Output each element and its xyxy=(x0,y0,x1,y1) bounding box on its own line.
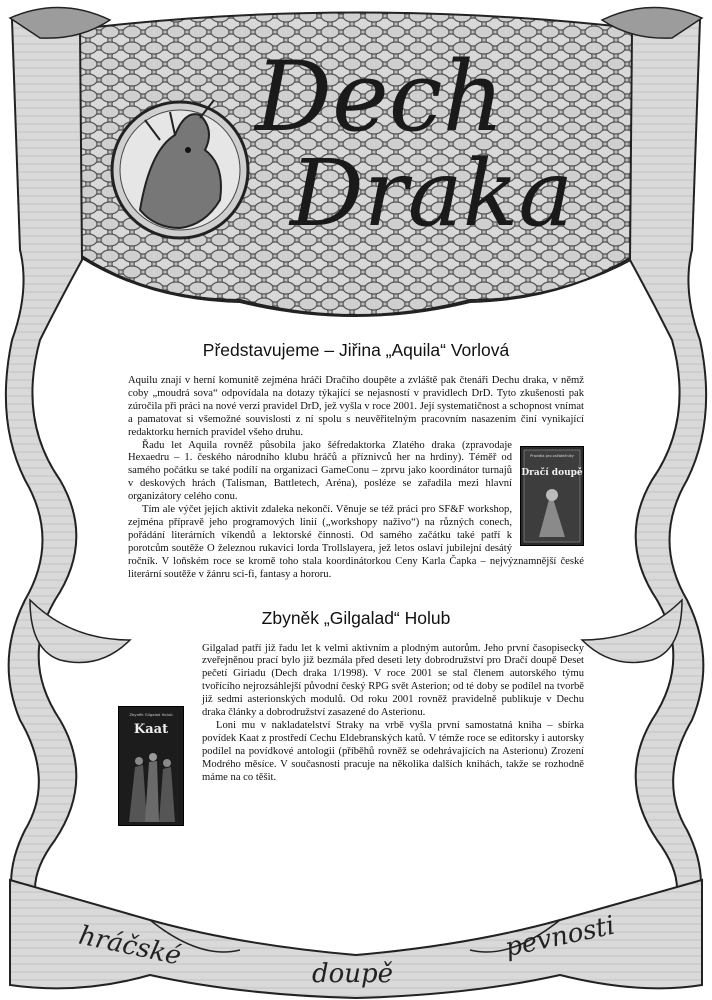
paragraph: Řadu let Aquila rovněž působila jako šéfredaktorka Zlatého draka (zpravodaje Hexaedru – 1. českého národního klubu hráčů a příznivců her na hrdiny). Téměř od samého počátku se také podílí na organizaci GameConu – zprvu jako koordinátor turnajů v deskových hrách (Talisman, Battletech, Aréna), posléze se zařadila mezi hlavní organizátory celého conu. xyxy=(128,439,512,503)
logo-line2: Draka xyxy=(290,140,574,247)
footer-word-2: doupě xyxy=(312,959,394,989)
section-aquila xyxy=(128,340,584,582)
cover-title-text: Kaat xyxy=(133,722,169,737)
cover-top-text: Zbyněk Gilgalad Holub xyxy=(129,712,173,717)
footer-word-1: hráčské xyxy=(76,920,184,972)
paragraph: Aquilu znají v herní komunitě zejména hráči Dračího doupěte a zvláště pak čtenáři Dechu draka, v němž coby „moudrá sova“ odpovídala na dotazy týkající se nejasností v pravidlech DrD. Tyto zkušenosti pak zúročila při práci na nové verzi pravidel DrD, jež vyšla v roce 2001. Její systematičnost a schopnost vnímat a pamatovat si všemožné souvislosti z ní spolu s neuvěřitelným pracovním nasazením činí vynikající redaktorku herních pravidel všeho druhu. xyxy=(128,375,584,438)
cover-title-text: Dračí doupě xyxy=(521,467,583,478)
book-cover-kaat xyxy=(118,706,184,826)
paragraph: Tím ale výčet jejích aktivit zdaleka nekončí. Věnuje se též práci pro SF&F workshop, zejména přípravě jeho programových linií („workshopy naživo“) na různých conech, pořádání literárních víkendů a lektorské činnosti. Od samého začátku také patří k porotcům soutěže O železnou rukavici lorda Trollslayera, jež letos oslaví jubilejní desátý ročník. V loňském roce se kromě toho stala koordinátorkou Ceny Karla Čapka – nejvýznamnější české literární soutěže v žánru sci-fi, fantasy a hororu. xyxy=(128,504,584,580)
logo-line1: Dech xyxy=(255,41,505,153)
paragraph: Gilgalad patří již řadu let k velmi aktivním a plodným autorům. Jeho první časopisecky zveřejněnou prací bylo již bezmála před deseti lety dobrodružství pro Dračí doupě Deset pečetí Giriadu (Dech draka 1/1998). V roce 2001 se stal členem autorského týmu tvořícího nejrozsáhlejší původní český RPG svět Asterion; od té doby se podílel na tvorbě již sedmi asterionských modulů. Od roku 2001 rovněž pravidelně publikuje v Dechu draka články a dobrodružství zasazené do Asterionu. xyxy=(202,642,584,719)
section-title-aquila: Představujeme – Jiřina „Aquila“ Vorlová xyxy=(202,340,510,360)
cover-top-text: Pravidla pro začátečníky xyxy=(530,453,574,458)
dragon-emblem-icon xyxy=(112,100,248,238)
article-content xyxy=(128,328,584,807)
paragraph: Loni mu v nakladatelství Straky na vrbě vyšla první samostatná kniha – sbírka povídek Kaat z prostředí Cechu Eldebranských katů. V témže roce se editorsky i autorsky podílel na povídkové antologii (příběhů rovněž se odehrávajících na Asterionu) Zrození Modrého měsíce. V současnosti pracuje na několika dalších knihách, takže se rozhodně máme na co těšit. xyxy=(202,719,584,783)
section-gilgalad xyxy=(128,608,584,785)
section-title-gilgalad: Zbyněk „Gilgalad“ Holub xyxy=(261,607,451,628)
footer-word-3: pevnosti xyxy=(502,910,618,964)
book-cover-draci-doupe xyxy=(520,446,584,546)
